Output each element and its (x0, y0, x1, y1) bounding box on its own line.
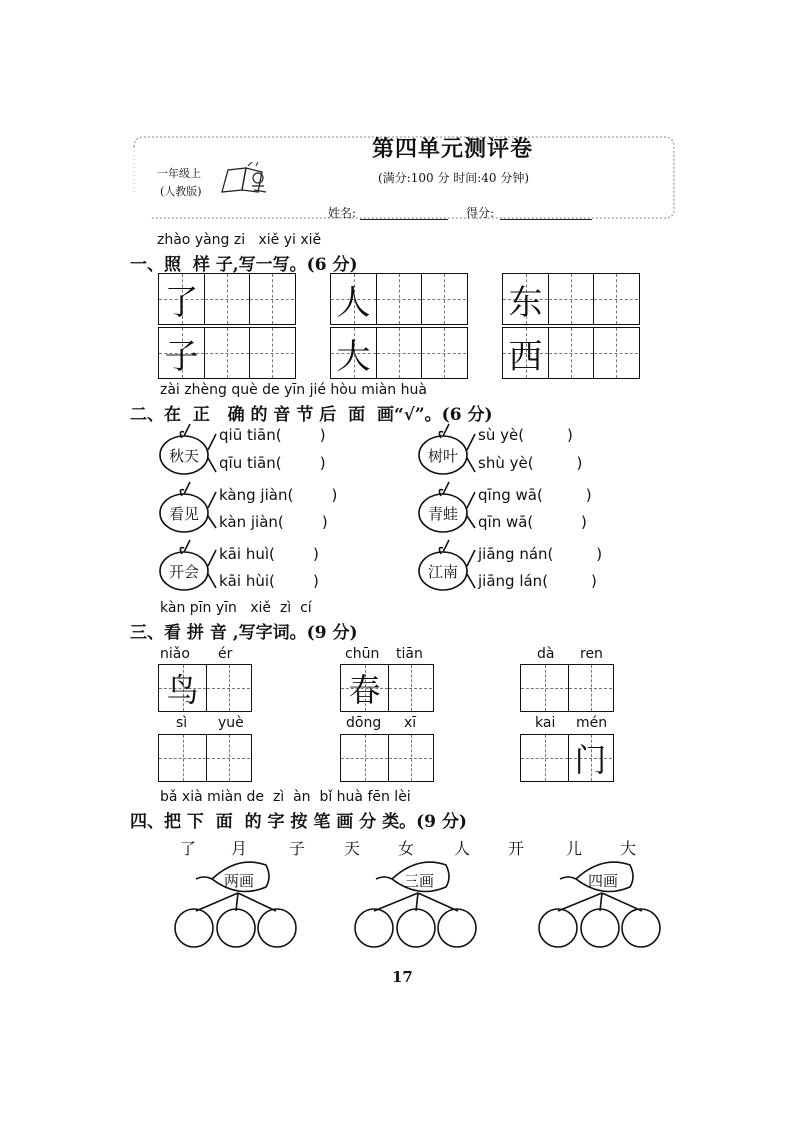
grid-char: 春 (348, 671, 381, 709)
edition-label: (人教版) (160, 185, 202, 198)
s1-grid-2-bottom[interactable] (330, 327, 468, 379)
s2-opt-3a[interactable]: kàng jiàn( ) (219, 486, 338, 504)
category-label: 三画 (404, 872, 435, 890)
s2-opt-2b[interactable]: shù yè( ) (478, 454, 583, 472)
sort-char: 大 (620, 839, 637, 858)
s2-opt-4a[interactable]: qīng wā( ) (478, 486, 592, 504)
s1-grid-2-top[interactable] (330, 273, 468, 325)
s3-w5-p2: xī (404, 715, 417, 731)
s2-opt-4b[interactable]: qīn wā( ) (478, 513, 587, 531)
grid-char: 门 (574, 741, 607, 779)
s2-word-1: 秋天 (169, 447, 200, 465)
page-number: 17 (392, 968, 413, 986)
s2-word-5: 开会 (169, 563, 200, 581)
s3-w2-p2: tiān (396, 646, 423, 662)
grid-char: 鸟 (166, 671, 199, 709)
s2-pinyin: zài zhèng què de yīn jié hòu miàn huà (160, 382, 427, 398)
sort-char: 开 (508, 839, 525, 858)
grid-char (521, 665, 568, 711)
score-time: (满分:100 分 时间:40 分钟) (378, 171, 530, 185)
s3-w4-p1: sì (176, 715, 188, 731)
s3-grid-6[interactable] (520, 734, 614, 782)
s2-opt-1a[interactable]: qiū tiān( ) (219, 426, 326, 444)
s3-w1-p1: niǎo (160, 646, 190, 662)
grid-char (389, 665, 432, 711)
name-field-line[interactable] (360, 219, 448, 220)
s1-pinyin: zhào yàng zi xiě yi xiě (157, 232, 322, 248)
s2-word-3: 看见 (169, 505, 200, 523)
grid-char (389, 735, 432, 781)
grid-char (569, 665, 612, 711)
s2-opt-6a[interactable]: jiāng nán( ) (478, 545, 603, 563)
s1-grid-3-top[interactable] (502, 273, 640, 325)
grid-char: 东 (508, 282, 543, 323)
s1-grid-1-top[interactable] (158, 273, 296, 325)
sort-char: 儿 (566, 839, 583, 858)
s4-title: 四、把 下 面 的 字 按 笔 画 分 类。(9 分) (130, 812, 467, 832)
s4-pinyin: bǎ xià miàn de zì àn bǐ huà fēn lèi (160, 789, 411, 805)
sort-char: 了 (180, 839, 197, 858)
s3-w3-p2: ren (580, 646, 603, 662)
grid-char (159, 735, 206, 781)
name-label: 姓名: (328, 206, 357, 220)
s2-apples (0, 420, 800, 620)
grid-char: 了 (164, 282, 199, 323)
grid-char (207, 665, 250, 711)
sort-char: 月 (231, 839, 248, 858)
s2-word-6: 江南 (428, 563, 459, 581)
s3-w4-p2: yuè (218, 715, 244, 731)
s3-grid-2[interactable] (340, 664, 434, 712)
s2-opt-6b[interactable]: jiāng lán( ) (478, 572, 597, 590)
s2-opt-5b[interactable]: kāi hùi( ) (219, 572, 319, 590)
sort-char: 人 (454, 839, 471, 858)
s3-w2-p1: chūn (345, 646, 380, 662)
grid-char (341, 735, 388, 781)
s4-trees (0, 855, 800, 955)
grid-char (207, 735, 250, 781)
s3-grid-3[interactable] (520, 664, 614, 712)
s3-w6-p1: kai (535, 715, 556, 731)
s2-title: 二、在 正 确 的 音 节 后 面 画“√”。(6 分) (130, 405, 493, 425)
s3-pinyin: kàn pīn yīn xiě zì cí (160, 600, 312, 616)
s3-w6-p2: mén (576, 715, 608, 731)
grid-char: 大 (336, 336, 371, 377)
s2-opt-3b[interactable]: kàn jiàn( ) (219, 513, 328, 531)
s2-word-4: 青蛙 (428, 505, 459, 523)
sort-char: 子 (289, 839, 306, 858)
grid-char (521, 735, 568, 781)
category-label: 四画 (588, 872, 619, 890)
score-label: 得分: (466, 206, 495, 220)
s3-grid-1[interactable] (158, 664, 252, 712)
s3-grid-4[interactable] (158, 734, 252, 782)
category-label: 两画 (224, 872, 255, 890)
sort-char: 女 (398, 839, 415, 858)
s3-w5-p1: dōng (346, 715, 382, 731)
s3-w3-p1: dà (537, 646, 555, 662)
s2-opt-1b[interactable]: qīu tiān( ) (219, 454, 326, 472)
grid-char: 子 (164, 336, 199, 377)
s3-title: 三、看 拼 音 ,写字词。(9 分) (130, 623, 358, 643)
score-field-line[interactable] (500, 219, 592, 220)
s1-title: 一、照 样 子,写一写。(6 分) (130, 255, 358, 275)
s2-word-2: 树叶 (428, 447, 459, 465)
s2-opt-5a[interactable]: kāi huì( ) (219, 545, 319, 563)
sort-char: 天 (344, 839, 361, 858)
s2-opt-2a[interactable]: sù yè( ) (478, 426, 573, 444)
grade-label: 一年级上 (157, 167, 201, 180)
s1-grid-3-bottom[interactable] (502, 327, 640, 379)
grid-char: 西 (508, 336, 543, 377)
s1-grid-1-bottom[interactable] (158, 327, 296, 379)
s3-grid-5[interactable] (340, 734, 434, 782)
grid-char: 人 (336, 282, 371, 323)
page-title: 第四单元测评卷 (372, 136, 534, 162)
book-icon (218, 162, 270, 202)
s3-w1-p2: ér (218, 646, 233, 662)
